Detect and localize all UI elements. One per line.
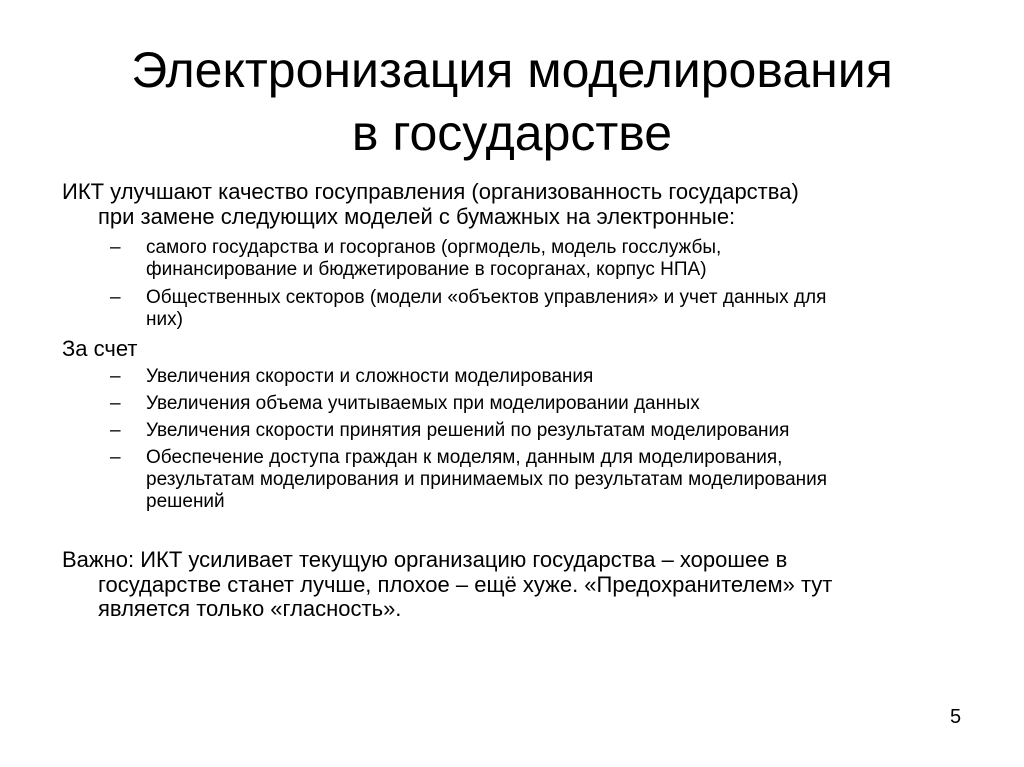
bullet-dash: – [110,366,121,387]
slide-title-line-1: Электронизация моделирования [131,42,893,98]
bullet-dash: – [110,447,121,468]
important-note-cont2: является только «гласность». [98,596,402,621]
intro-text: ИКТ улучшают качество госуправления (организованность государства) [62,179,799,204]
bullet-dash: – [110,287,121,308]
model-item-2-cont: них) [146,309,183,330]
important-note-cont: государстве станет лучше, плохое – ещё хуже. «Предохранителем» тут [98,572,833,597]
bullet-dash: – [110,237,121,258]
bullet-dash: – [110,420,121,441]
model-item-1: самого государства и госорганов (оргмодель, модель госслужбы, [146,237,722,258]
important-note: Важно: ИКТ усиливает текущую организацию государства – хорошее в [62,547,788,572]
model-item-1-cont: финансирование и бюджетирование в госорганах, корпус НПА) [146,259,707,280]
slide-title-line-2: в государстве [351,105,673,161]
bullet-dash: – [110,393,121,414]
reason-item-2: Увеличения объема учитываемых при моделировании данных [146,393,700,414]
reason-item-4-cont: результатам моделирования и принимаемых по результатам моделирования [146,469,828,490]
reason-item-4-cont2: решений [146,491,225,512]
reason-item-1: Увеличения скорости и сложности моделирования [146,366,594,387]
model-item-2: Общественных секторов (модели «объектов управления» и учет данных для [146,287,827,308]
reason-item-3: Увеличения скорости принятия решений по результатам моделирования [146,420,790,441]
reason-item-4: Обеспечение доступа граждан к моделям, данным для моделирования, [146,447,783,468]
because-label: За счет [62,336,138,361]
page-number: 5 [950,706,962,728]
intro-text-cont: при замене следующих моделей с бумажных на электронные: [98,204,736,229]
